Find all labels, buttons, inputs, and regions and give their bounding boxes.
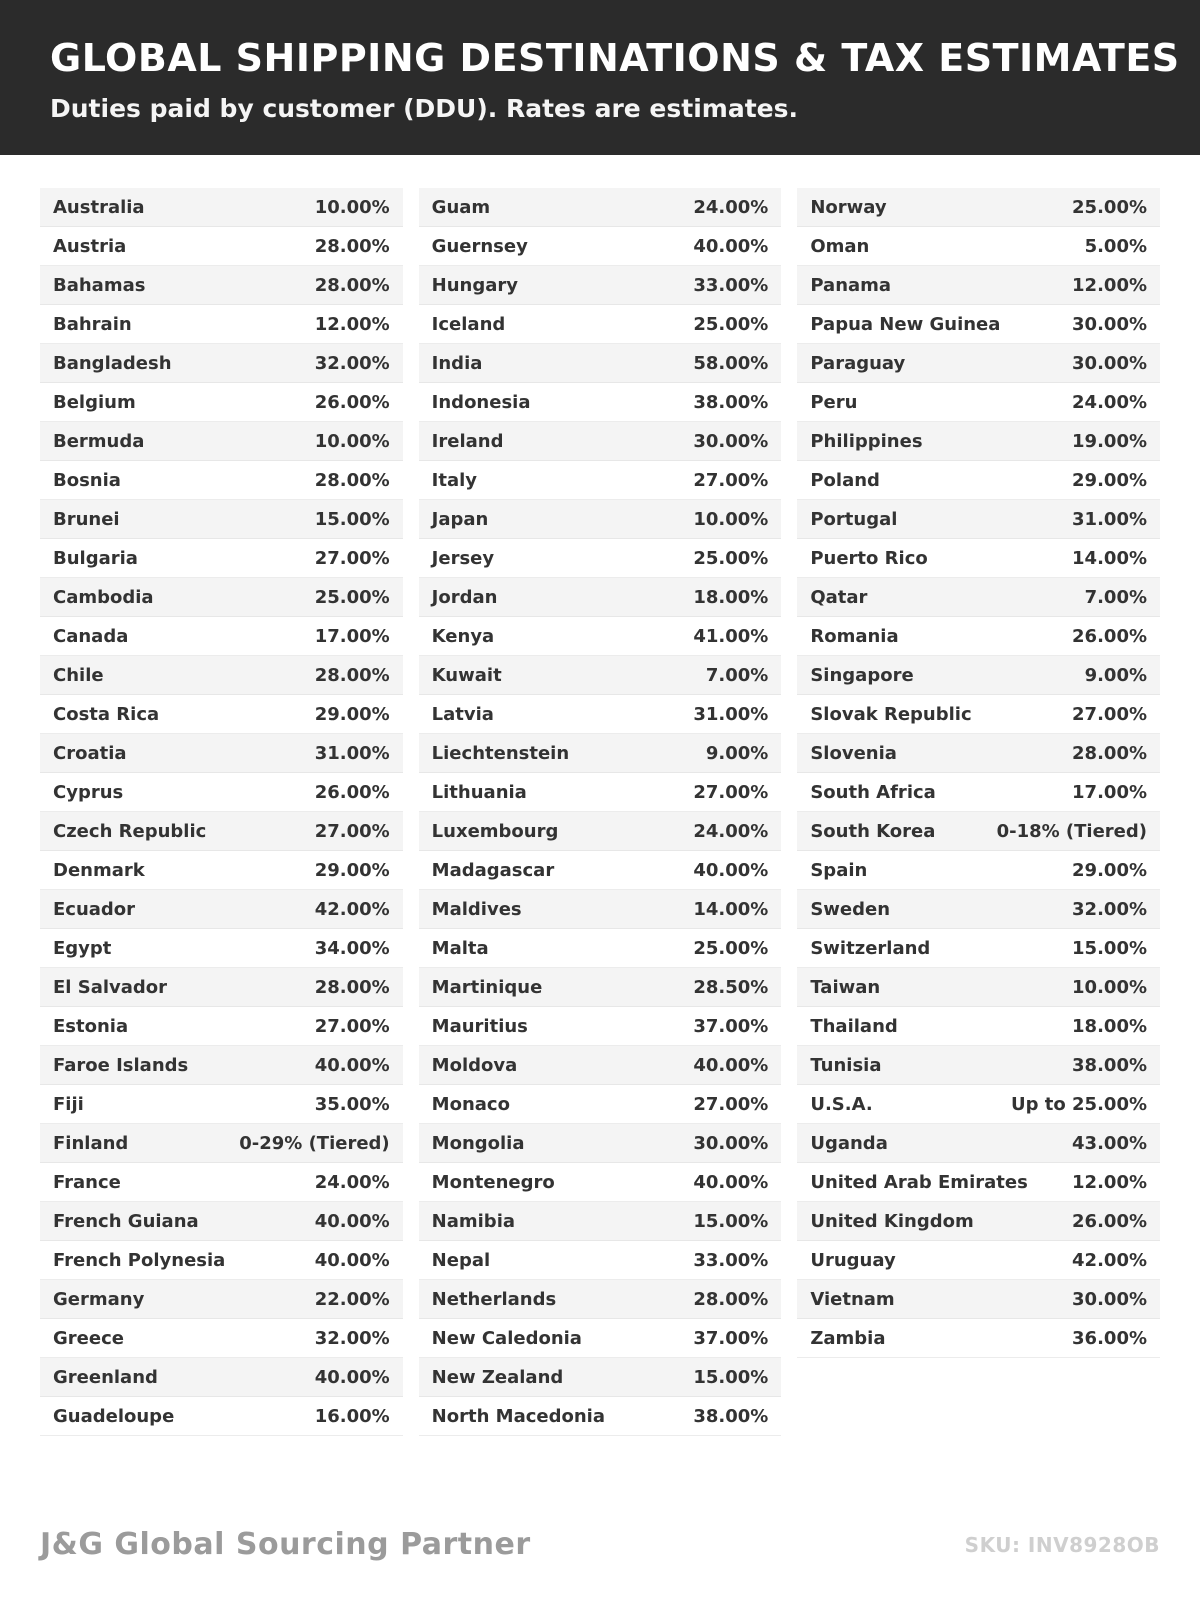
table-row — [419, 539, 782, 578]
rate-value: 32.00% — [314, 1327, 390, 1349]
country-label: Switzerland — [810, 937, 931, 959]
country-label: French Polynesia — [53, 1249, 226, 1271]
rate-value: 25.00% — [1072, 196, 1148, 218]
rate-value: 27.00% — [693, 469, 769, 491]
rate-value: 29.00% — [314, 859, 390, 881]
country-label: Ireland — [431, 430, 504, 452]
table-row — [40, 1163, 403, 1202]
rate-value: 42.00% — [314, 898, 390, 920]
rate-value: 40.00% — [693, 1171, 769, 1193]
table-row — [419, 1046, 782, 1085]
country-label: Kuwait — [431, 664, 502, 686]
rate-value: 38.00% — [1072, 1054, 1148, 1076]
table-row — [797, 617, 1160, 656]
table-row — [419, 617, 782, 656]
rate-value: 30.00% — [693, 430, 769, 452]
country-label: Belgium — [53, 391, 136, 413]
rate-value: 27.00% — [1072, 703, 1148, 725]
country-label: Uruguay — [810, 1249, 896, 1271]
country-label: Poland — [810, 469, 880, 491]
rate-value: 28.50% — [693, 976, 769, 998]
table-row — [797, 539, 1160, 578]
table-row — [419, 188, 782, 227]
rate-value: 33.00% — [693, 1249, 769, 1271]
rate-value: 10.00% — [693, 508, 769, 530]
rate-value: 12.00% — [1072, 1171, 1148, 1193]
rate-value: 28.00% — [314, 469, 390, 491]
country-label: Chile — [53, 664, 104, 686]
rate-value: 30.00% — [693, 1132, 769, 1154]
rate-value: 26.00% — [1072, 1210, 1148, 1232]
rate-value: 27.00% — [314, 547, 390, 569]
rate-value: 35.00% — [314, 1093, 390, 1115]
table-row — [40, 461, 403, 500]
country-label: Canada — [53, 625, 129, 647]
table-row — [797, 929, 1160, 968]
country-label: Madagascar — [431, 859, 555, 881]
country-label: Cyprus — [53, 781, 124, 803]
country-label: Bosnia — [53, 469, 121, 491]
rate-value: 40.00% — [314, 1210, 390, 1232]
rate-value: 30.00% — [1072, 1288, 1148, 1310]
rate-value: 33.00% — [693, 274, 769, 296]
rate-value: 28.00% — [314, 664, 390, 686]
country-label: Paraguay — [810, 352, 906, 374]
country-label: Finland — [53, 1132, 129, 1154]
rate-value: 40.00% — [314, 1054, 390, 1076]
table-row — [40, 1280, 403, 1319]
sku-label: SKU: INV8928OB — [964, 1532, 1160, 1557]
country-label: Zambia — [810, 1327, 886, 1349]
table-row — [797, 812, 1160, 851]
rate-value: 0-29% (Tiered) — [239, 1132, 390, 1154]
rate-value: 15.00% — [693, 1210, 769, 1232]
country-label: Norway — [810, 196, 887, 218]
country-label: Iceland — [431, 313, 506, 335]
rate-value: 17.00% — [314, 625, 390, 647]
rate-value: Up to 25.00% — [1011, 1093, 1148, 1115]
rate-value: 27.00% — [314, 820, 390, 842]
table-row — [40, 695, 403, 734]
rate-value: 28.00% — [693, 1288, 769, 1310]
rate-value: 29.00% — [1072, 859, 1148, 881]
rates-table — [0, 155, 1200, 1436]
country-label: El Salvador — [53, 976, 168, 998]
rate-value: 37.00% — [693, 1015, 769, 1037]
country-label: Moldova — [431, 1054, 518, 1076]
country-label: Egypt — [53, 937, 112, 959]
rate-value: 18.00% — [1072, 1015, 1148, 1037]
rate-value: 28.00% — [314, 235, 390, 257]
table-row — [797, 305, 1160, 344]
rate-value: 14.00% — [693, 898, 769, 920]
country-label: Netherlands — [431, 1288, 557, 1310]
country-label: Slovak Republic — [810, 703, 972, 725]
page-subtitle: Duties paid by customer (DDU). Rates are estimates. — [50, 94, 798, 123]
table-row — [419, 1358, 782, 1397]
country-label: Oman — [810, 235, 870, 257]
table-row — [419, 695, 782, 734]
table-row — [40, 344, 403, 383]
country-label: Montenegro — [431, 1171, 555, 1193]
country-label: Thailand — [810, 1015, 898, 1037]
rate-value: 25.00% — [693, 937, 769, 959]
rate-value: 25.00% — [693, 547, 769, 569]
table-row — [419, 1319, 782, 1358]
table-row — [40, 500, 403, 539]
country-label: Maldives — [431, 898, 522, 920]
rate-value: 9.00% — [1084, 664, 1148, 686]
rate-value: 24.00% — [693, 820, 769, 842]
country-label: North Macedonia — [431, 1405, 605, 1427]
table-row — [40, 773, 403, 812]
rate-value: 27.00% — [693, 781, 769, 803]
rate-value: 12.00% — [314, 313, 390, 335]
country-label: Taiwan — [810, 976, 881, 998]
rate-value: 15.00% — [1072, 937, 1148, 959]
table-row — [419, 851, 782, 890]
country-label: Australia — [53, 196, 145, 218]
table-row — [419, 1241, 782, 1280]
country-label: Croatia — [53, 742, 127, 764]
rate-value: 16.00% — [314, 1405, 390, 1427]
table-row — [419, 344, 782, 383]
country-label: Papua New Guinea — [810, 313, 1001, 335]
rate-value: 10.00% — [1072, 976, 1148, 998]
table-row — [797, 227, 1160, 266]
country-label: Mauritius — [431, 1015, 528, 1037]
rate-value: 14.00% — [1072, 547, 1148, 569]
table-row — [40, 851, 403, 890]
country-label: Nepal — [431, 1249, 491, 1271]
table-row — [40, 812, 403, 851]
table-row — [40, 539, 403, 578]
country-label: Italy — [431, 469, 478, 491]
rate-value: 5.00% — [1084, 235, 1148, 257]
table-row — [40, 929, 403, 968]
rate-value: 24.00% — [693, 196, 769, 218]
rate-value: 9.00% — [705, 742, 769, 764]
country-label: Bulgaria — [53, 547, 138, 569]
rate-value: 42.00% — [1072, 1249, 1148, 1271]
country-label: New Caledonia — [431, 1327, 582, 1349]
table-row — [40, 578, 403, 617]
country-label: Bahamas — [53, 274, 146, 296]
table-row — [419, 305, 782, 344]
rates-column-3 — [797, 188, 1160, 1358]
table-row — [419, 1007, 782, 1046]
table-row — [419, 227, 782, 266]
table-row — [419, 773, 782, 812]
table-row — [419, 1280, 782, 1319]
rate-value: 27.00% — [693, 1093, 769, 1115]
rate-value: 31.00% — [314, 742, 390, 764]
rate-value: 40.00% — [693, 235, 769, 257]
rate-value: 28.00% — [1072, 742, 1148, 764]
table-row — [419, 461, 782, 500]
country-label: Indonesia — [431, 391, 531, 413]
table-row — [419, 266, 782, 305]
country-label: Martinique — [431, 976, 543, 998]
country-label: Denmark — [53, 859, 145, 881]
rate-value: 28.00% — [314, 274, 390, 296]
rate-value: 26.00% — [314, 391, 390, 413]
rate-value: 7.00% — [705, 664, 769, 686]
table-row — [40, 734, 403, 773]
table-row — [40, 890, 403, 929]
country-label: Latvia — [431, 703, 494, 725]
rate-value: 34.00% — [314, 937, 390, 959]
table-row — [419, 1202, 782, 1241]
table-row — [797, 773, 1160, 812]
rate-value: 40.00% — [693, 1054, 769, 1076]
rates-column-1 — [40, 188, 403, 1436]
country-label: Jordan — [431, 586, 498, 608]
table-row — [419, 578, 782, 617]
rate-value: 40.00% — [314, 1366, 390, 1388]
rate-value: 38.00% — [693, 391, 769, 413]
table-row — [40, 227, 403, 266]
table-row — [797, 1085, 1160, 1124]
rate-value: 25.00% — [314, 586, 390, 608]
rate-value: 15.00% — [314, 508, 390, 530]
country-label: Puerto Rico — [810, 547, 928, 569]
table-row — [419, 383, 782, 422]
rate-value: 24.00% — [1072, 391, 1148, 413]
country-label: United Kingdom — [810, 1210, 974, 1232]
country-label: South Africa — [810, 781, 936, 803]
country-label: Mongolia — [431, 1132, 525, 1154]
page-title: GLOBAL SHIPPING DESTINATIONS & TAX ESTIMATES — [50, 36, 1180, 80]
rate-value: 18.00% — [693, 586, 769, 608]
table-row — [797, 1124, 1160, 1163]
table-row — [40, 1046, 403, 1085]
table-row — [797, 1280, 1160, 1319]
rate-value: 40.00% — [693, 859, 769, 881]
rate-value: 36.00% — [1072, 1327, 1148, 1349]
page-header — [0, 0, 1200, 155]
country-label: Liechtenstein — [431, 742, 570, 764]
table-row — [797, 1163, 1160, 1202]
table-row — [40, 188, 403, 227]
country-label: Tunisia — [810, 1054, 882, 1076]
country-label: Qatar — [810, 586, 868, 608]
table-row — [797, 1319, 1160, 1358]
country-label: French Guiana — [53, 1210, 199, 1232]
table-row — [797, 890, 1160, 929]
table-row — [40, 1202, 403, 1241]
country-label: Singapore — [810, 664, 914, 686]
table-row — [40, 1007, 403, 1046]
country-label: United Arab Emirates — [810, 1171, 1028, 1193]
country-label: Namibia — [431, 1210, 516, 1232]
country-label: Kenya — [431, 625, 495, 647]
table-row — [797, 968, 1160, 1007]
table-row — [419, 890, 782, 929]
country-label: Hungary — [431, 274, 519, 296]
country-label: Jersey — [431, 547, 495, 569]
table-row — [797, 1046, 1160, 1085]
table-row — [797, 461, 1160, 500]
rate-value: 38.00% — [693, 1405, 769, 1427]
table-row — [797, 383, 1160, 422]
table-row — [40, 1085, 403, 1124]
table-row — [797, 1007, 1160, 1046]
country-label: Czech Republic — [53, 820, 207, 842]
rate-value: 31.00% — [693, 703, 769, 725]
table-row — [419, 500, 782, 539]
rate-value: 31.00% — [1072, 508, 1148, 530]
rate-value: 29.00% — [1072, 469, 1148, 491]
table-row — [797, 578, 1160, 617]
rate-value: 30.00% — [1072, 352, 1148, 374]
rate-value: 15.00% — [693, 1366, 769, 1388]
table-row — [419, 656, 782, 695]
rate-value: 40.00% — [314, 1249, 390, 1271]
table-row — [419, 422, 782, 461]
rate-value: 26.00% — [1072, 625, 1148, 647]
rate-value: 37.00% — [693, 1327, 769, 1349]
country-label: Faroe Islands — [53, 1054, 189, 1076]
table-row — [419, 929, 782, 968]
country-label: U.S.A. — [810, 1093, 873, 1115]
table-row — [40, 383, 403, 422]
country-label: Guernsey — [431, 235, 528, 257]
table-row — [40, 1358, 403, 1397]
country-label: South Korea — [810, 820, 936, 842]
country-label: Brunei — [53, 508, 120, 530]
table-row — [40, 617, 403, 656]
rate-value: 7.00% — [1084, 586, 1148, 608]
table-row — [797, 851, 1160, 890]
country-label: Slovenia — [810, 742, 897, 764]
country-label: Philippines — [810, 430, 923, 452]
rate-value: 32.00% — [1072, 898, 1148, 920]
rate-value: 0-18% (Tiered) — [996, 820, 1148, 842]
table-row — [419, 1124, 782, 1163]
rate-value: 58.00% — [693, 352, 769, 374]
rate-value: 30.00% — [1072, 313, 1148, 335]
country-label: Portugal — [810, 508, 898, 530]
rates-column-2 — [419, 188, 782, 1436]
country-label: Guam — [431, 196, 491, 218]
country-label: Romania — [810, 625, 899, 647]
rate-value: 19.00% — [1072, 430, 1148, 452]
table-row — [40, 1124, 403, 1163]
country-label: Bangladesh — [53, 352, 172, 374]
country-label: Austria — [53, 235, 127, 257]
country-label: Sweden — [810, 898, 891, 920]
country-label: Estonia — [53, 1015, 129, 1037]
table-row — [797, 734, 1160, 773]
table-row — [797, 422, 1160, 461]
rate-value: 10.00% — [314, 430, 390, 452]
country-label: Germany — [53, 1288, 145, 1310]
country-label: Lithuania — [431, 781, 527, 803]
rate-value: 28.00% — [314, 976, 390, 998]
country-label: Uganda — [810, 1132, 888, 1154]
country-label: Bahrain — [53, 313, 132, 335]
page-footer — [40, 1527, 1160, 1562]
rate-value: 22.00% — [314, 1288, 390, 1310]
table-row — [797, 188, 1160, 227]
country-label: Costa Rica — [53, 703, 160, 725]
country-label: Panama — [810, 274, 892, 296]
rate-value: 24.00% — [314, 1171, 390, 1193]
rate-value: 10.00% — [314, 196, 390, 218]
rate-value: 12.00% — [1072, 274, 1148, 296]
table-row — [419, 812, 782, 851]
table-row — [797, 1241, 1160, 1280]
country-label: India — [431, 352, 483, 374]
table-row — [419, 1163, 782, 1202]
table-row — [797, 344, 1160, 383]
country-label: France — [53, 1171, 121, 1193]
rate-value: 41.00% — [693, 625, 769, 647]
country-label: Malta — [431, 937, 489, 959]
country-label: Peru — [810, 391, 858, 413]
rate-value: 27.00% — [314, 1015, 390, 1037]
table-row — [419, 734, 782, 773]
country-label: New Zealand — [431, 1366, 564, 1388]
country-label: Ecuador — [53, 898, 136, 920]
rate-value: 25.00% — [693, 313, 769, 335]
table-row — [40, 305, 403, 344]
country-label: Japan — [431, 508, 489, 530]
table-row — [797, 500, 1160, 539]
table-row — [40, 266, 403, 305]
country-label: Luxembourg — [431, 820, 559, 842]
table-row — [797, 1202, 1160, 1241]
table-row — [797, 656, 1160, 695]
rate-value: 29.00% — [314, 703, 390, 725]
table-row — [40, 1397, 403, 1436]
rate-value: 32.00% — [314, 352, 390, 374]
country-label: Greenland — [53, 1366, 158, 1388]
table-row — [797, 695, 1160, 734]
table-row — [40, 656, 403, 695]
country-label: Greece — [53, 1327, 124, 1349]
table-row — [40, 1319, 403, 1358]
rate-value: 26.00% — [314, 781, 390, 803]
rate-value: 17.00% — [1072, 781, 1148, 803]
country-label: Spain — [810, 859, 868, 881]
table-row — [40, 1241, 403, 1280]
country-label: Monaco — [431, 1093, 510, 1115]
table-row — [40, 968, 403, 1007]
table-row — [419, 1085, 782, 1124]
rate-value: 43.00% — [1072, 1132, 1148, 1154]
country-label: Fiji — [53, 1093, 84, 1115]
country-label: Bermuda — [53, 430, 145, 452]
table-row — [419, 968, 782, 1007]
country-label: Cambodia — [53, 586, 154, 608]
table-row — [797, 266, 1160, 305]
table-row — [40, 422, 403, 461]
country-label: Guadeloupe — [53, 1405, 175, 1427]
brand-label: J&G Global Sourcing Partner — [40, 1527, 531, 1562]
country-label: Vietnam — [810, 1288, 895, 1310]
table-row — [419, 1397, 782, 1436]
